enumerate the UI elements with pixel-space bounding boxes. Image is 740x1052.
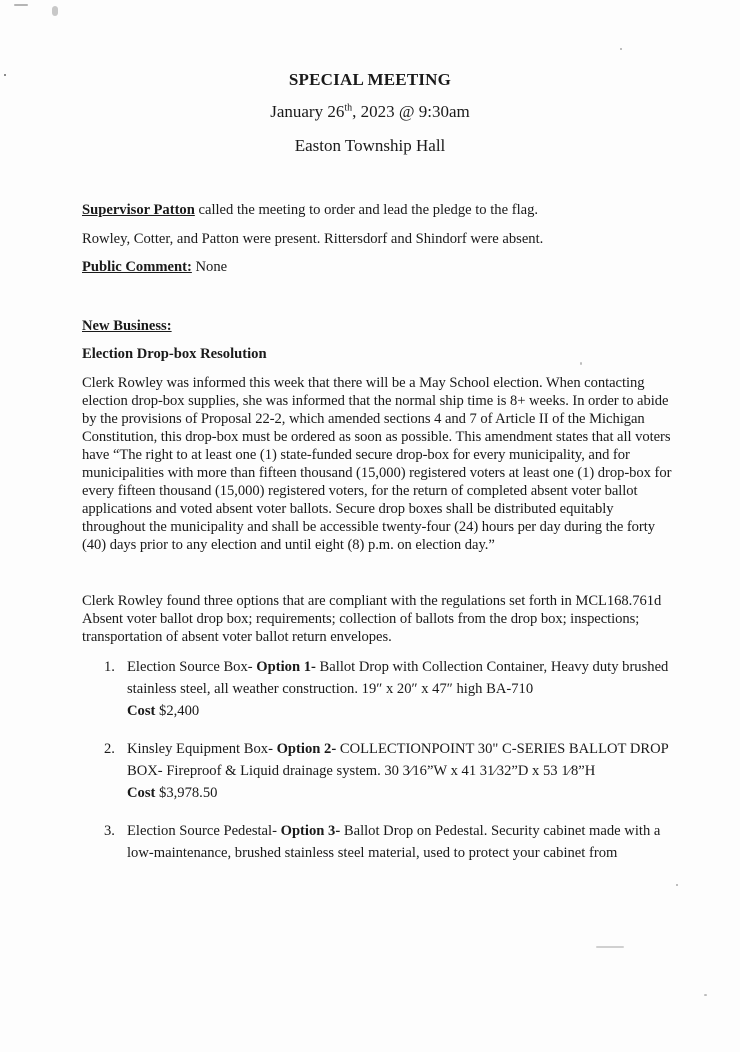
cost-value: $3,978.50 <box>155 785 218 801</box>
option-label: Option 2- <box>276 741 337 757</box>
option-body <box>127 738 682 804</box>
option-number: 3. <box>104 823 115 839</box>
public-comment-value: None <box>191 259 228 275</box>
option-description: COLLECTIONPOINT 30" C-SERIES BALLOT DROP BOX- Fireproof & Liquid drainage system. 30 3⁄16”W x 41 31⁄32”D x 53 1⁄8”H <box>127 741 669 779</box>
scan-speck <box>704 994 707 996</box>
new-business-heading <box>82 317 678 335</box>
public-comment-label: Public Comment: <box>82 259 192 275</box>
call-to-order-text: called the meeting to order and lead the pledge to the flag. <box>194 202 539 218</box>
option-vendor: Kinsley Equipment Box- <box>127 741 277 757</box>
scan-speck <box>676 884 678 886</box>
public-comment <box>82 258 678 276</box>
option-number: 2. <box>104 741 115 757</box>
option-label: Option 3- <box>280 823 341 839</box>
option-label: Option 1- <box>256 659 316 675</box>
cost-label: Cost <box>127 703 156 719</box>
option-vendor: Election Source Pedestal- <box>127 823 281 839</box>
scan-speck <box>620 48 622 50</box>
cost-value: $2,400 <box>155 703 200 719</box>
call-to-order <box>82 201 678 219</box>
supervisor-label: Supervisor Patton <box>82 202 195 218</box>
date-superscript: th <box>344 102 353 114</box>
option-number: 1. <box>104 659 115 675</box>
date-suffix: , 2023 @ 9:30am <box>352 102 470 121</box>
resolution-title: Election Drop-box Resolution <box>82 346 267 362</box>
scan-speck <box>52 6 58 16</box>
scan-speck <box>14 4 28 6</box>
scan-speck <box>596 946 624 948</box>
option-description: Ballot Drop with Collection Container, Heavy duty brushed stainless steel, all weather construction. 19″ x 20″ x 47″ high BA-710 <box>127 659 669 697</box>
option-body <box>127 820 682 864</box>
cost-label: Cost <box>127 785 156 801</box>
option-vendor: Election Source Box- <box>127 659 257 675</box>
option-description: Ballot Drop on Pedestal. Security cabinet made with a low-maintenance, brushed stainless steel material, used to protect your cabinet from <box>127 823 661 861</box>
new-business-label: New Business: <box>82 318 172 334</box>
attendance: Rowley, Cotter, and Patton were present. Rittersdorf and Shindorf were absent. <box>82 231 544 247</box>
date-prefix: January 26 <box>270 102 345 121</box>
option-body <box>127 656 682 722</box>
meeting-title: SPECIAL MEETING <box>288 70 452 89</box>
compliance-paragraph: Clerk Rowley found three options that are compliant with the regulations set forth in MCL168.761d Absent voter ballot drop box; requirements; collection of ballots from the drop box; inspections; transportation of absent voter ballot return envelopes. <box>82 593 662 645</box>
meeting-date <box>0 102 740 122</box>
resolution-paragraph: Clerk Rowley was informed this week that there will be a May School election. When contacting election drop-box supplies, she was informed that the normal ship time is 8+ weeks. In order to abide by the provisions of Proposal 22-2, which amended sections 4 and 7 of Article II of the Michigan Constitution, this drop-box must be ordered as soon as possible. This amendment states that all voters have “The right to at least one (1) state-funded secure drop-box for every municipality, and for municipalities with more than fifteen thousand (15,000) registered voters at least one (1) drop-box for every fifteen thousand (15,000) registered voters, for the return of completed absent voter ballot applications and voted absent voter ballots. Secure drop boxes shall be distributed equitably throughout the municipality and shall be accessible twenty-four (24) hours per day during the forty (40) days prior to any election and until eight (8) p.m. on election day.” <box>82 375 672 553</box>
meeting-location: Easton Township Hall <box>294 136 446 155</box>
